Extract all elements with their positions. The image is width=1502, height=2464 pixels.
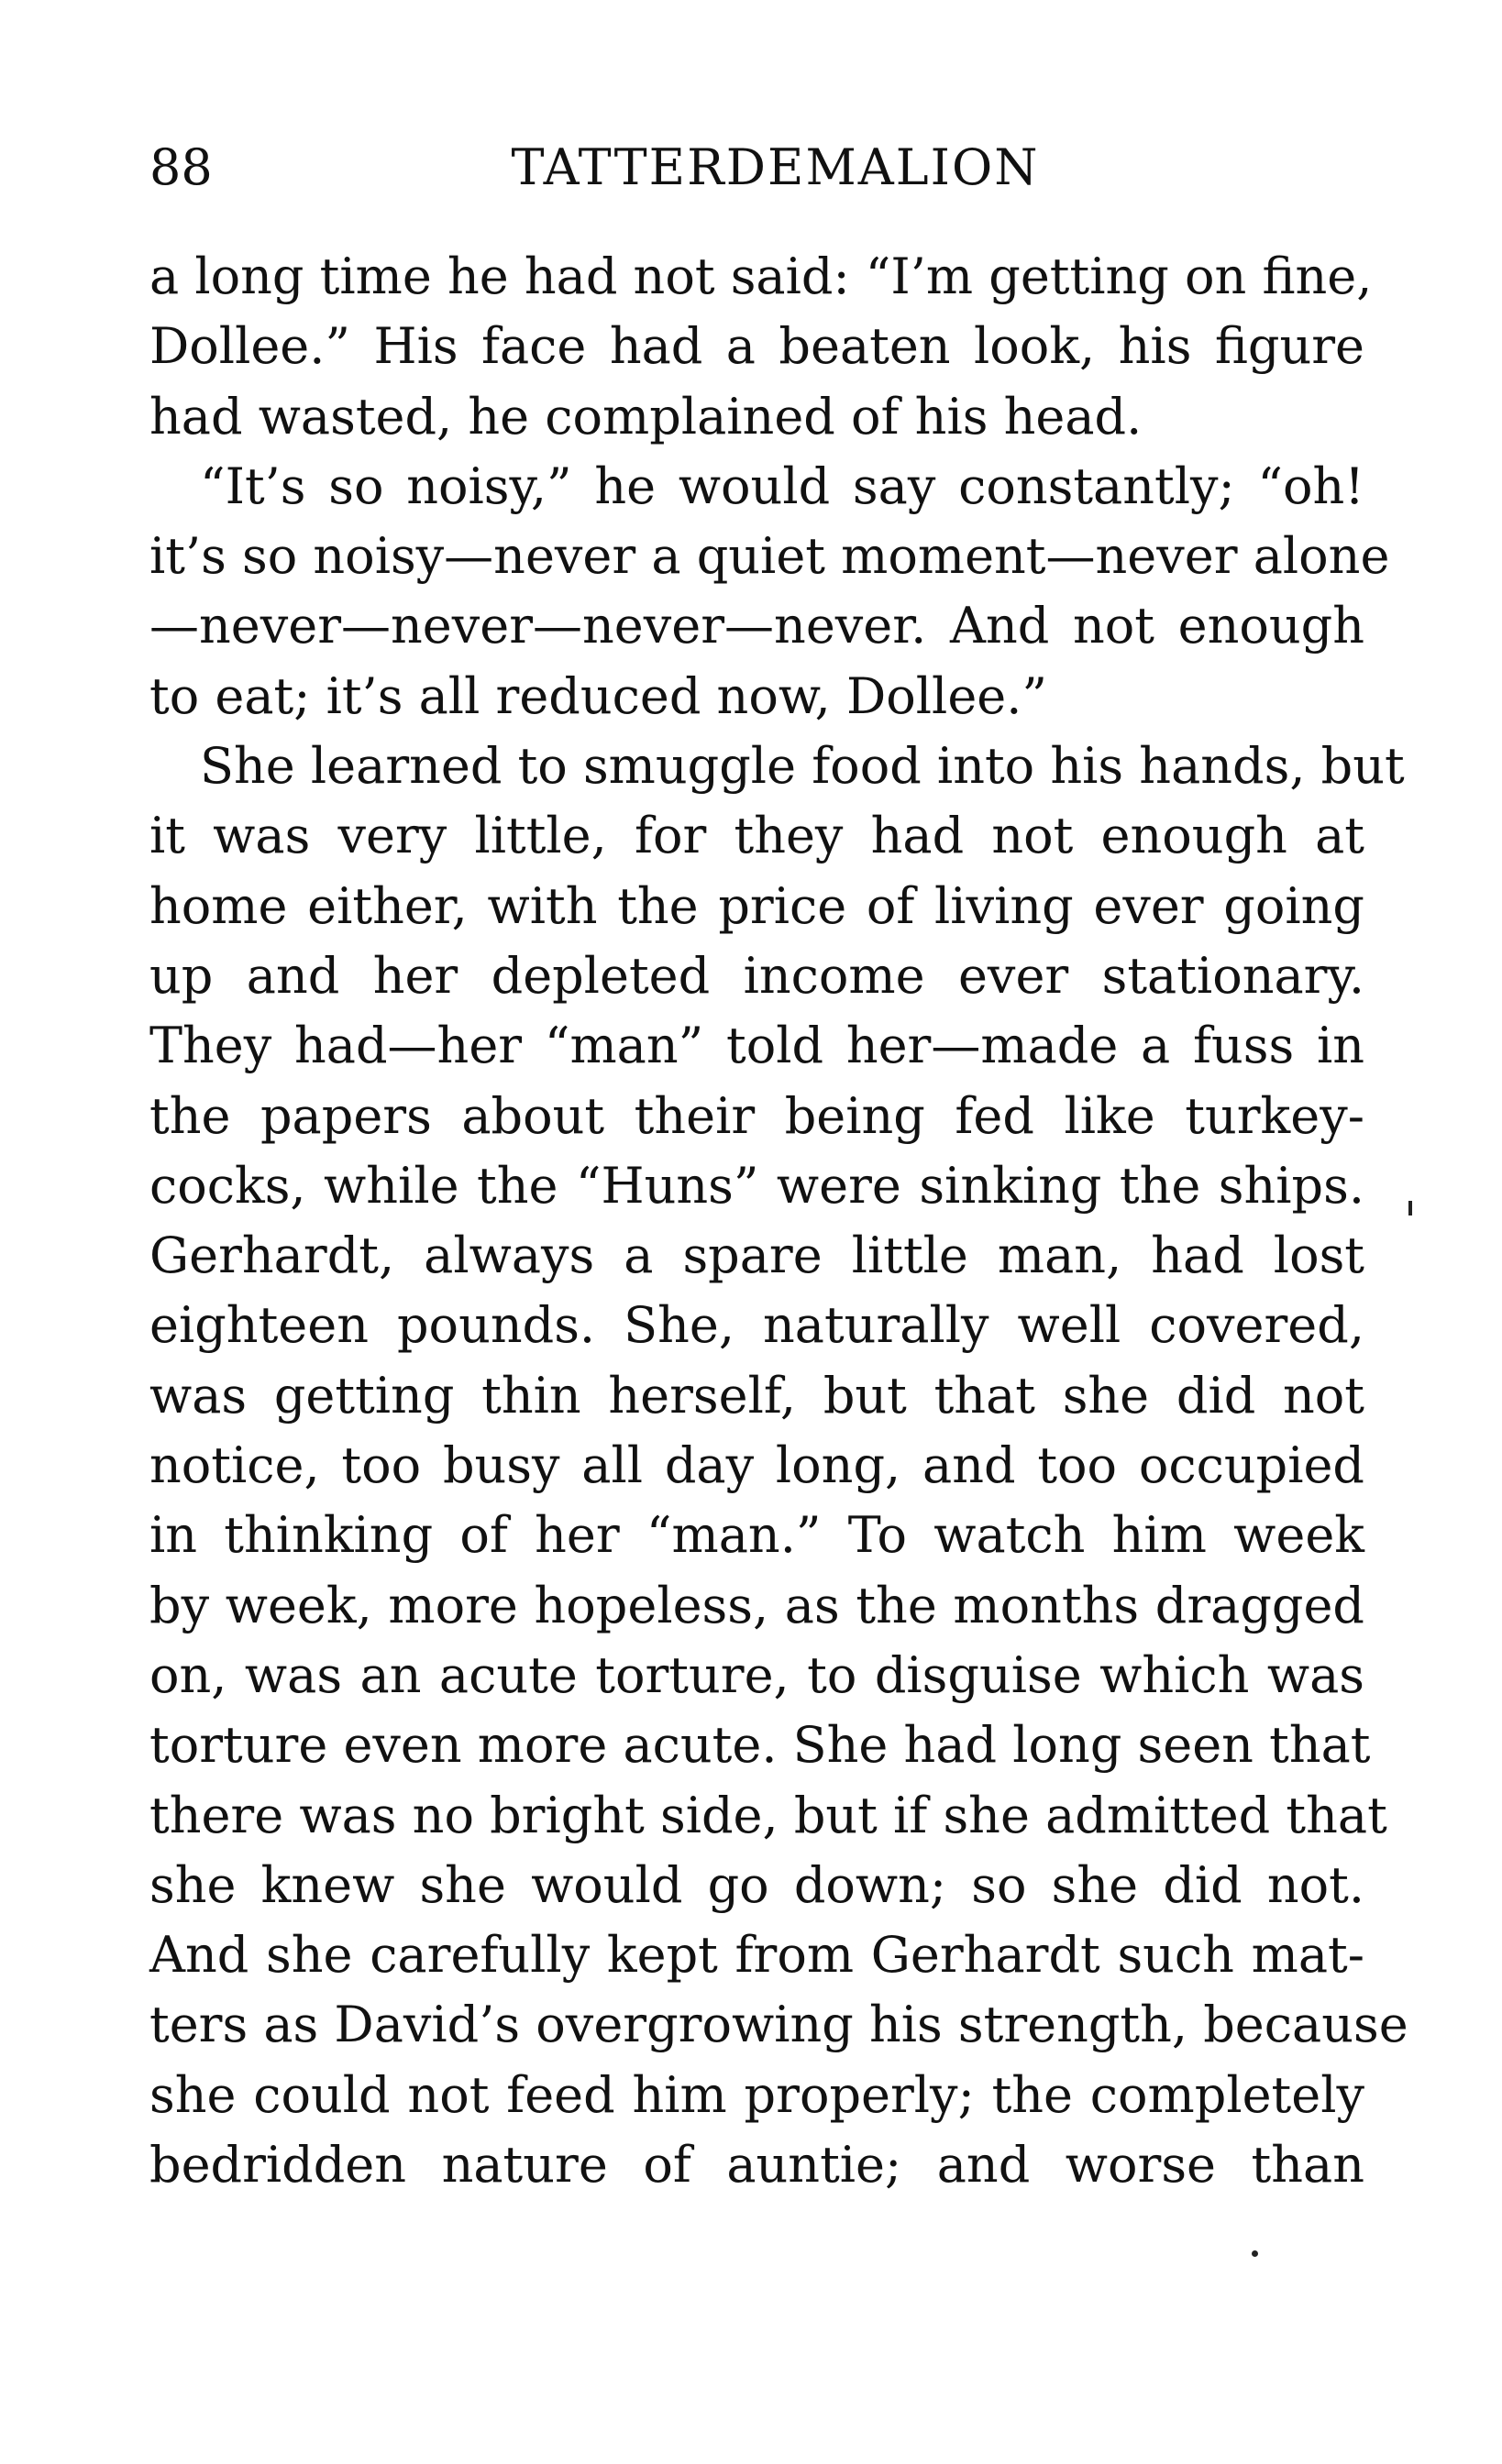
text-line: had wasted, he complained of his head. bbox=[149, 387, 1143, 446]
text-line: to eat; it’s all reduced now, Dollee.” bbox=[149, 666, 1048, 725]
text-line: she could not feed him properly; the completely bbox=[149, 2065, 1364, 2124]
text-line: eighteen pounds. She, naturally well covered, bbox=[149, 1296, 1364, 1355]
text-line: notice, too busy all day long, and too occupied bbox=[149, 1436, 1364, 1495]
text-line: cocks, while the “Huns” were sinking the ships. bbox=[149, 1156, 1364, 1215]
running-title: TATTERDEMALION bbox=[511, 138, 1040, 196]
page-number: 88 bbox=[149, 138, 213, 196]
body-text bbox=[149, 242, 1408, 2200]
text-line: “It’s so noisy,” he would say constantly; “oh! bbox=[200, 456, 1364, 515]
text-line: it was very little, for they had not enough at bbox=[149, 807, 1364, 865]
text-line: They had—her “man” told her—made a fuss in bbox=[149, 1017, 1364, 1075]
text-line: a long time he had not said: “I’m getting on fine, bbox=[149, 248, 1373, 305]
text-line: was getting thin herself, but that she did not bbox=[149, 1366, 1364, 1424]
text-line: torture even more acute. She had long seen that bbox=[149, 1716, 1371, 1775]
text-line: And she carefully kept from Gerhardt such mat- bbox=[149, 1926, 1364, 1985]
text-line: —never—never—never—never. And not enough bbox=[149, 597, 1364, 655]
text-line: home either, with the price of living ever going bbox=[149, 876, 1364, 935]
text-line: she knew she would go down; so she did not. bbox=[149, 1855, 1364, 1914]
text-line: there was no bright side, but if she admitted that bbox=[149, 1786, 1387, 1844]
text-line: by week, more hopeless, as the months dragged bbox=[149, 1576, 1364, 1634]
text-line: on, was an acute torture, to disguise which was bbox=[149, 1645, 1364, 1704]
page-header bbox=[149, 136, 1364, 200]
text-line: in thinking of her “man.” To watch him week bbox=[149, 1506, 1364, 1565]
text-line: Gerhardt, always a spare little man, had lost bbox=[149, 1226, 1364, 1285]
text-line: She learned to smuggle food into his hands, but bbox=[200, 737, 1405, 796]
text-line: it’s so noisy—never a quiet moment—never alone bbox=[149, 527, 1390, 586]
text-line: bedridden nature of auntie; and worse than bbox=[149, 2136, 1364, 2194]
text-line: Dollee.” His face had a beaten look, his figure bbox=[149, 317, 1364, 376]
text-line: the papers about their being fed like turkey- bbox=[149, 1086, 1364, 1145]
scan-speck bbox=[1252, 2250, 1258, 2257]
text-line: ters as David’s overgrowing his strength, because bbox=[149, 1996, 1408, 2054]
scan-speck bbox=[1408, 1201, 1412, 1216]
text-line: up and her depleted income ever stationary. bbox=[149, 946, 1364, 1005]
